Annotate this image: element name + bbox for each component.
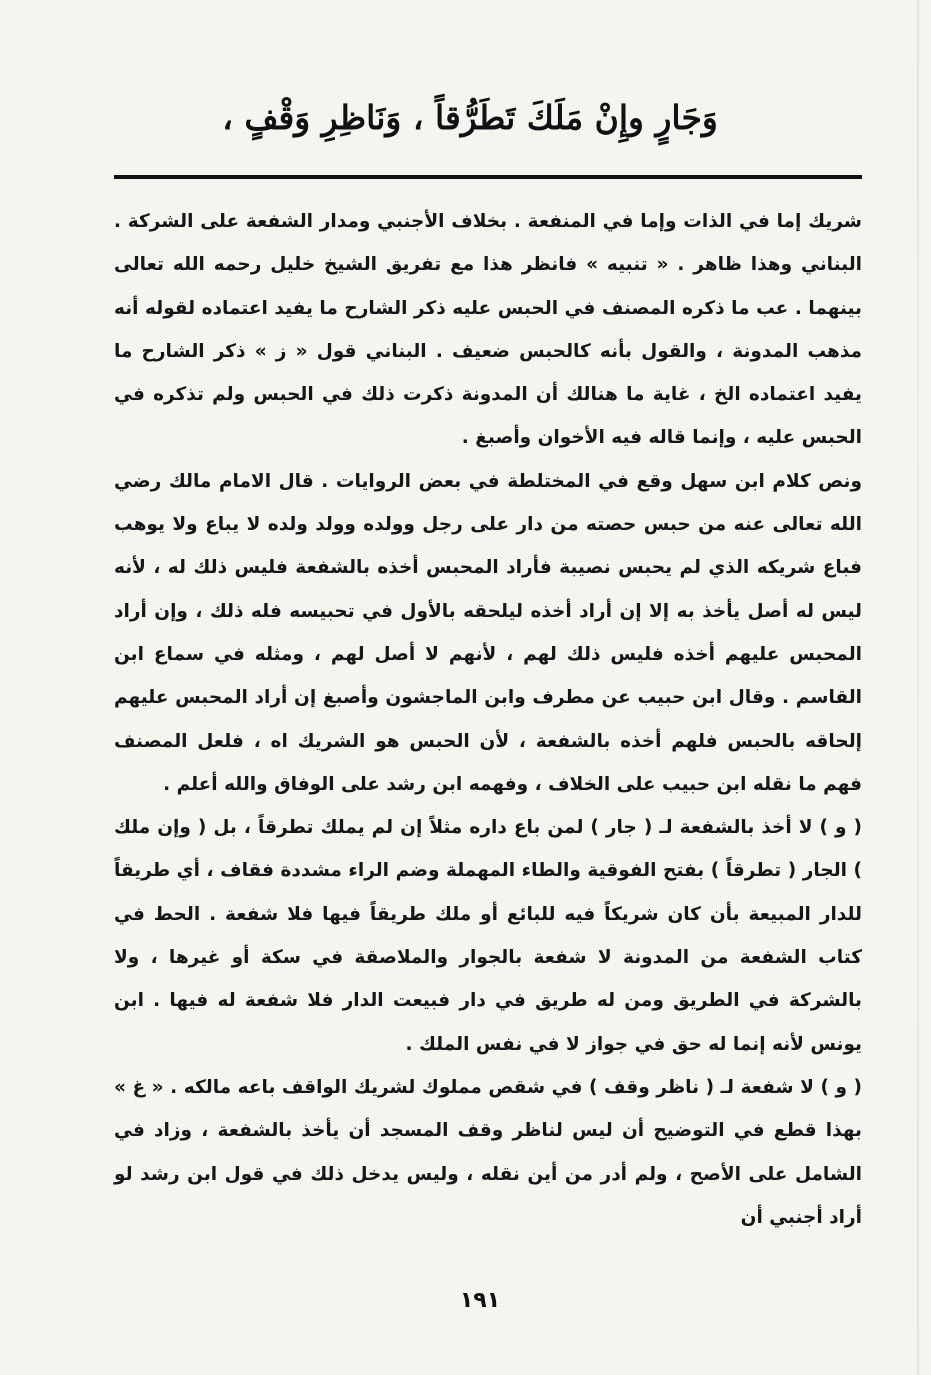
paragraph: ( و ) لا أخذ بالشفعة لـ ( جار ) لمن باع داره مثلاً إن لم يملك تطرقاً ، بل ( وإن ملك ) الجار ( تطرقاً ) بفتح الفوقية والطاء المهملة وضم الراء مشددة فقاف ، أي طريقاً للدار المبيعة بأن كان شريكاً فيه للبائع أو ملك طريقاً فيها فلا شفعة . الحط في كتاب الشفعة من المدونة لا شفعة بالجوار والملاصقة في سكة أو غيرها ، ولا بالشركة في الطريق ومن له طريق في دار فبيعت الدار فلا شفعة له فيها . ابن يونس لأنه إنما له حق في جواز لا في نفس الملك .	[114, 817, 862, 1055]
paragraph: ونص كلام ابن سهل وقع في المختلطة في بعض الروايات . قال الامام مالك رضي الله تعالى عنه من حبس حصته من دار على رجل وولده وولد ولده لا يباع ولا يوهب فباع شريكه الذي لم يحبس نصيبة فأراد المحبس أخذه بالشفعة فليس ذلك له ، لأنه ليس له أصل يأخذ به إلا إن أراد أخذه ليلحقه بالأول في تحبيسه فله ذلك ، وإن أراد المحبس عليهم أخذه فليس ذلك لهم ، لأنهم لا أصل لهم ، ومثله في سماع ابن القاسم . وقال ابن حبيب عن مطرف وابن الماجشون وأصبغ إن أراد المحبس عليهم إلحاقه بالحبس فلهم أخذه بالشفعة ، لأن الحبس هو الشريك اه ، فلعل المصنف فهم ما نقله ابن حبيب على الخلاف ، وفهمه ابن رشد على الوفاق والله أعلم .	[114, 470, 862, 795]
page-edge-shadow	[917, 0, 919, 1375]
header-divider-rule	[114, 175, 862, 179]
page-body-text	[114, 200, 862, 1239]
page-number: ١٩١	[459, 1288, 501, 1313]
page-header-title: وَجَارٍ وإِنْ مَلَكَ تَطَرُّقاً ، وَنَاظِرِ وَقْفٍ ،	[222, 98, 718, 137]
paragraph: ( و ) لا شفعة لـ ( ناظر وقف ) في شقص مملوك لشريك الواقف باعه مالكه . « غ » بهذا قطع في التوضيح أن ليس لناظر وقف المسجد أن يأخذ بالشفعة ، وزاد في الشامل على الأصح ، ولم أدر من أين نقله ، وليس يدخل ذلك في قول ابن رشد لو أراد أجنبي أن	[114, 1076, 862, 1228]
paragraph: شريك إما في الذات وإما في المنفعة . بخلاف الأجنبي ومدار الشفعة على الشركة . البناني وهذا ظاهر . « تنبيه » فانظر هذا مع تفريق الشيخ خليل رحمه الله تعالى بينهما . عب ما ذكره المصنف في الحبس عليه ذكر الشارح ما يفيد اعتماده لقوله أنه مذهب المدونة ، والقول بأنه كالحبس ضعيف . البناني قول « ز » ذكر الشارح ما يفيد اعتماده الخ ، غاية ما هنالك أن المدونة ذكرت ذلك في الحبس ولم تذكره في الحبس عليه ، وإنما قاله فيه الأخوان وأصبغ .	[114, 211, 862, 449]
